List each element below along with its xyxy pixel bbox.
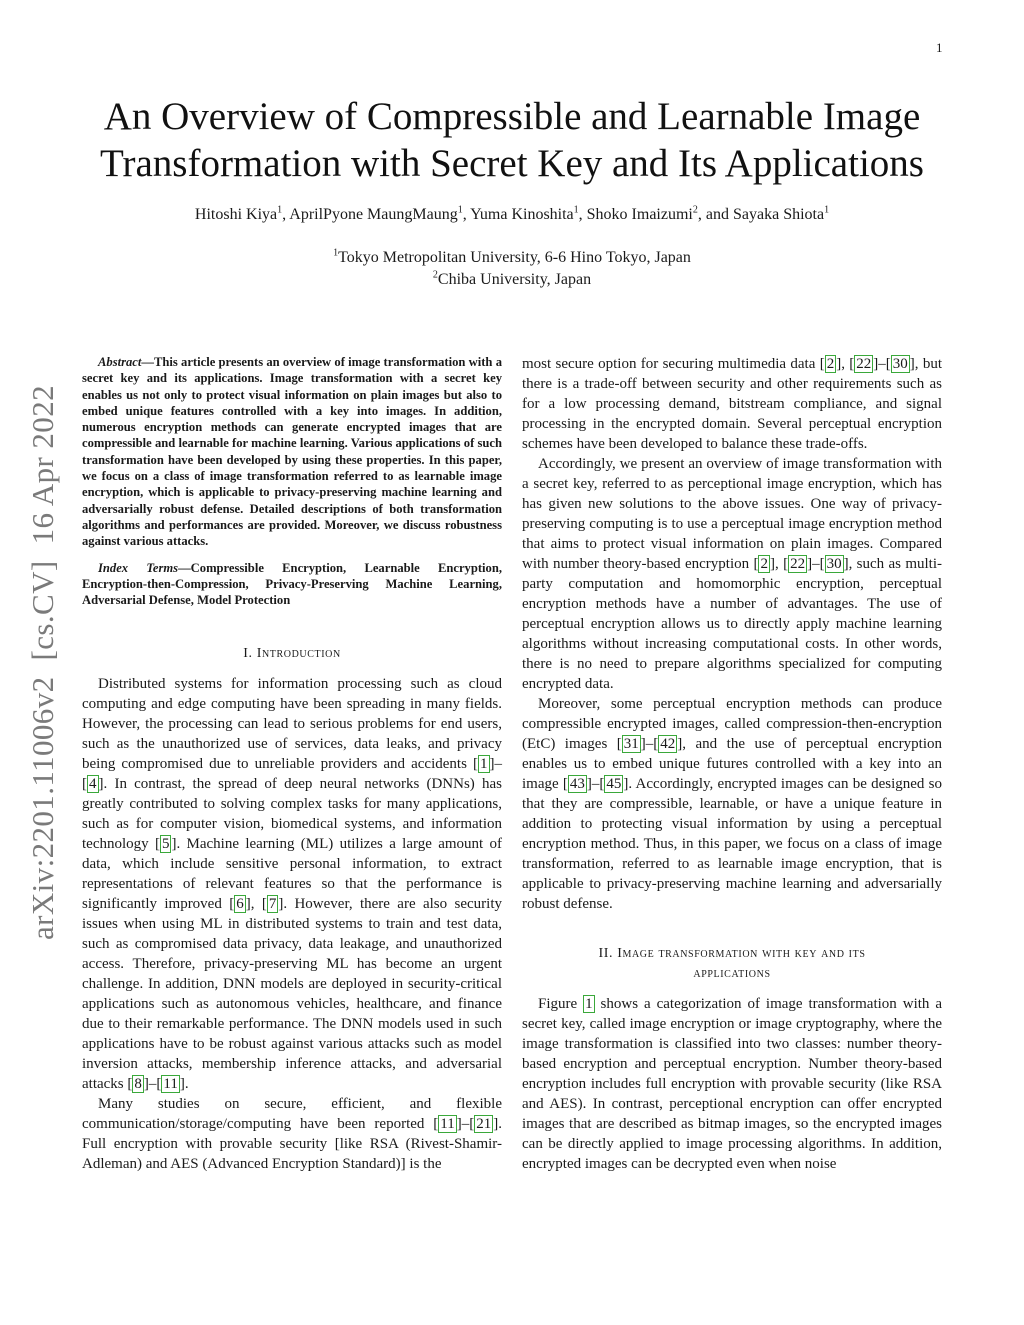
affiliation-2 xyxy=(60,269,964,291)
affiliation-text: Tokyo Metropolitan University, 6-6 Hino Tokyo, Japan xyxy=(338,249,691,266)
citation-link[interactable]: 5 xyxy=(161,836,170,853)
body-paragraph: Many studies on secure, efficient, and flexible communication/storage/computing have been reported [ 11 ]–[ 21 ]. Full encryption with provable security [like RSA (Rivest-Shamir-Adleman) and AES (Advanced Encryption Standard)] is the xyxy=(82,1096,502,1173)
right-body xyxy=(522,354,942,914)
section-title-line-1: Image transformation with key and its xyxy=(617,946,866,961)
section-numeral: I. xyxy=(243,646,253,662)
author-name: Hitoshi Kiya xyxy=(194,206,278,223)
author-name: Sayaka Shiota xyxy=(732,206,825,223)
title-line-1: An Overview of Compressible and Learnable Image xyxy=(103,95,921,138)
citation-link[interactable]: 11 xyxy=(163,1076,178,1093)
arxiv-sidebar-stamp xyxy=(18,340,68,940)
citation-link[interactable]: 31 xyxy=(623,736,639,752)
arxiv-date: 16 Apr 2022 xyxy=(25,385,60,545)
body-paragraph: Accordingly, we present an overview of image transformation with a secret key, referred to as perceptional image encryption, which has has given new solutions to the above issues. One way of privacy-preserving computing is to use a perceptual image encryption method that aims to protect visual information on plain images. Compared with number theory-based encryption [ 2 ], [ 22 ]–[ 30 ], such as multi-party computation and homomorphic encryption, perceptual encryption methods have a number of advantages. The use of perceptual encryption allows us to directly apply machine learning algorithms without increasing computational costs. In other words, there is no need to prepare algorithms specialized for computing encrypted data. xyxy=(522,456,942,692)
title-line-2: Transformation with Secret Key and Its Applications xyxy=(100,142,924,185)
citation-link[interactable]: 45 xyxy=(606,776,622,792)
citation-link[interactable]: 1 xyxy=(585,996,593,1012)
index-terms-label: Index Terms xyxy=(98,560,179,575)
author-list: Hitoshi Kiya$^1$, AprilPyone MaungMaung$^1$, Yuma Kinoshita$^1$, Shoko Imaizumi$^2$, and Sayaka Shiota$^1$ xyxy=(194,204,830,223)
citation-link[interactable]: 2 xyxy=(826,356,835,372)
author-name: Yuma Kinoshita xyxy=(470,206,574,223)
citation-link[interactable]: 6 xyxy=(236,896,244,913)
citation-link[interactable]: 1 xyxy=(480,756,488,773)
author-name: AprilPyone MaungMaung xyxy=(289,206,458,223)
body-paragraph: most secure option for securing multimedia data [ 2 ], [ 22 ]–[ 30 ], but there is a trade-off between security and other requirements such as for a low processing demand, bitstream compliance, and signal processing in the encrypted domain. Several perceptual encryption schemes have been developed to balance these trade-offs. xyxy=(522,356,943,452)
affiliation-1 xyxy=(60,247,964,269)
section-heading-introduction xyxy=(82,644,502,664)
citation-link[interactable]: 7 xyxy=(268,896,277,913)
author-affiliation-mark: 1 xyxy=(457,204,463,216)
index-terms xyxy=(82,560,502,609)
section-title: Introduction xyxy=(256,646,341,662)
citation-link[interactable]: 2 xyxy=(760,556,768,572)
body-paragraph: Figure 1 shows a categorization of image transformation with a secret key, called image encryption or image cryptography, where the image transformation is classified into two classes: number theory-based encryption and perceptual encryption. Number theory-based encryption includes full encryption with provable security (like RSA and AES). In contrast, perceptional encryption can offer encrypted images that are described as bitmap images, so the encrypted images can be directly applied to image processing algorithms. In addition, encrypted images can be decrypted even when noise xyxy=(522,996,942,1172)
citation-link[interactable]: 8 xyxy=(134,1076,142,1093)
section-heading-image-transformation xyxy=(522,944,942,984)
page-number: 1 xyxy=(936,40,943,55)
body-paragraph: Moreover, some perceptual encryption methods can produce compressible encrypted images, called compression-then-encryption (EtC) images [ 31 ]–[ 42 ], and the use of perceptual encryption enables us to embed unique futures controlled with a key into an image [ 43 ]–[ 45 ]. Accordingly, encrypted images can be designed so that they are compressible, learnable, or have a unique feature in addition to protecting visual information by using a perceptual encryption method. Thus, in this paper, we focus on a class of image transformation, referred to as learnable image encryption, that is applicable to privacy-preserving machine learning and adversarially robust defense. xyxy=(522,696,942,912)
citation-link[interactable]: 11 xyxy=(440,1116,455,1133)
right-column xyxy=(522,354,942,1174)
affiliation-text: Chiba University, Japan xyxy=(437,271,592,288)
author-affiliation-mark: 1 xyxy=(824,204,830,216)
left-body xyxy=(82,674,502,1174)
left-column xyxy=(82,354,502,1174)
section-numeral: II. xyxy=(598,946,614,961)
paper-title xyxy=(60,93,964,187)
right-body-2 xyxy=(522,994,942,1174)
author-affiliation-mark: 2 xyxy=(692,204,698,216)
affiliation-mark: 1 xyxy=(333,247,339,259)
index-terms-text: —Compressible Encryption, Learnable Encryption, Encryption-then-Compression, Privacy-Preserving Machine Learning, Adversarial Defense, Model Protection xyxy=(82,560,502,608)
citation-link[interactable]: 22 xyxy=(790,556,806,572)
abstract-label: Abstract xyxy=(98,355,142,369)
author-name: Shoko Imaizumi xyxy=(586,206,693,223)
citation-link[interactable]: 30 xyxy=(826,556,842,572)
abstract-text: —This article presents an overview of image transformation with a secret key and its applications. Image transformation with a secret key enables us not only to protect visual information on plain images but also to embed unique features controlled with a key into images. In addition, numerous encryption methods can generate encrypted images that are compressible and learnable for machine learning. Various applications of such transformation have been developed by using these properties. In this paper, we focus on a class of image transformation referred to as learnable image encryption, which is applicable to privacy-preserving machine learning and adversarially robust defense. Detailed descriptions of both transformation algorithms and performances are provided. Moreover, we discuss robustness against various attacks. xyxy=(82,355,502,549)
citation-link[interactable]: 4 xyxy=(89,776,97,793)
citation-link[interactable]: 42 xyxy=(660,736,676,752)
author-affiliation-mark: 1 xyxy=(573,204,579,216)
citation-link[interactable]: 30 xyxy=(892,356,908,372)
affiliation-mark: 2 xyxy=(432,269,438,281)
affiliations xyxy=(60,247,964,291)
arxiv-category: [cs.CV] xyxy=(25,560,60,661)
citation-link[interactable]: 43 xyxy=(569,776,585,792)
citation-link[interactable]: 21 xyxy=(476,1116,492,1133)
abstract xyxy=(82,354,502,550)
section-title-line-2: applications xyxy=(693,966,771,981)
body-paragraph: Distributed systems for information processing such as cloud computing and edge computing have been spreading in many fields. However, the processing can lead to serious problems for end users, such as the unauthorized use of services, data leaks, and privacy being compromised due to unreliable providers and accidents [ 1 ]–[ 4 ]. In contrast, the spread of deep neural networks (DNNs) has greatly contributed to solving complex tasks for many applications, such as for computer vision, biomedical systems, and information technology [ 5 ]. Machine learning (ML) utilizes a large amount of data, which include sensitive personal information, to extract representations of relevant features so that the performance is significantly improved [ 6 ], [ 7 ]. However, there are also security issues when using ML in distributed systems to train and test data, such as compromised data privacy, data leakage, and unauthorized access. Therefore, privacy-preserving ML has become an urgent challenge. In addition, DNN models are deployed in security-critical applications such as autonomous vehicles, healthcare, and finance due to their remarkable performance. The DNN models used in such applications have to be robust against various attacks such as model inversion attacks, membership inference attacks, and adversarial attacks [ 8 ]–[ 11 ]. xyxy=(82,676,502,1093)
author-affiliation-mark: 1 xyxy=(277,204,283,216)
arxiv-id: arXiv:2201.11006v2 xyxy=(25,676,60,940)
citation-link[interactable]: 22 xyxy=(856,356,872,372)
